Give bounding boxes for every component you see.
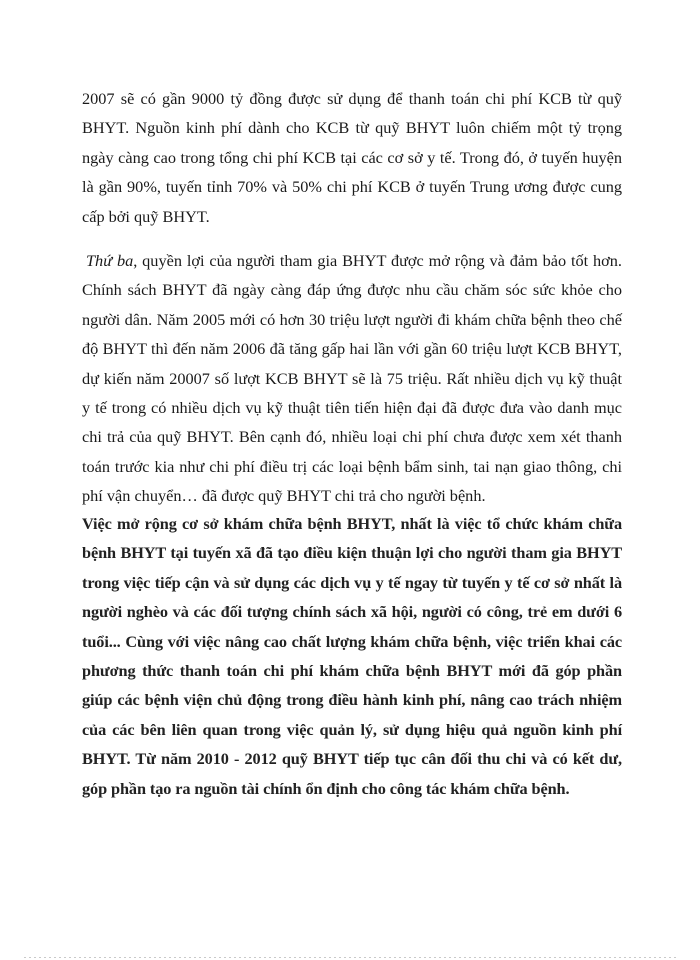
paragraph-expansion: Việc mở rộng cơ sở khám chữa bệnh BHYT, nhất là việc tổ chức khám chữa bệnh BHYT tại tuyến xã đã tạo điều kiện thuận lợi cho người tham gia BHYT trong việc tiếp cận và sử dụng các dịch vụ y tế ngay từ tuyến y tế cơ sở nhất là người nghèo và các đối tượng chính sách xã hội, người có công, trẻ em dưới 6 tuổi... Cùng với việc nâng cao chất lượng khám chữa bệnh, việc triển khai các phương thức thanh toán chi phí khám chữa bệnh BHYT mới đã góp phần giúp các bệnh viện chủ động trong điều hành kinh phí, nâng cao trách nhiệm của các bên liên quan trong việc quản lý, sử dụng hiệu quả nguồn kinh phí BHYT. Từ năm 2010 - 2012 quỹ BHYT tiếp tục cân đối thu chi và có kết dư, góp phần tạo ra nguồn tài chính ổn định cho công tác khám chữa bệnh. [82,514,622,798]
page-bottom-border [24,957,676,958]
paragraph-benefits-lead: Thứ ba [86,251,134,270]
paragraph-benefits [82,246,622,511]
paragraph-benefits-body: , quyền lợi của người tham gia BHYT được mở rộng và đảm bảo tốt hơn. Chính sách BHYT đã ngày càng đáp ứng được nhu cầu chăm sóc sức khỏe cho người dân. Năm 2005 mới có hơn 30 triệu lượt người đi khám chữa bệnh theo chế độ BHYT thì đến năm 2006 đã tăng gấp hai lần với gần 60 triệu lượt KCB BHYT, dự kiến năm 20007 số lượt KCB BHYT sẽ là 75 triệu. Rất nhiều dịch vụ kỹ thuật y tế trong có nhiều dịch vụ kỹ thuật tiên tiến hiện đại đã được đưa vào danh mục chi trả của quỹ BHYT. Bên cạnh đó, nhiều loại chi phí chưa được xem xét thanh toán trước kia như chi phí điều trị các loại bệnh bẩm sinh, tai nạn giao thông, chi phí vận chuyển… đã được quỹ BHYT chi trả cho người bệnh. [82,251,622,506]
paragraph-funding: 2007 sẽ có gần 9000 tỷ đồng được sử dụng để thanh toán chi phí KCB từ quỹ BHYT. Nguồn kinh phí dành cho KCB từ quỹ BHYT luôn chiếm một tỷ trọng ngày càng cao trong tổng chi phí KCB tại các cơ sở y tế. Trong đó, ở tuyến huyện là gần 90%, tuyến tỉnh 70% và 50% chi phí KCB ở tuyến Trung ương được cung cấp bởi quỹ BHYT. [82,89,622,226]
